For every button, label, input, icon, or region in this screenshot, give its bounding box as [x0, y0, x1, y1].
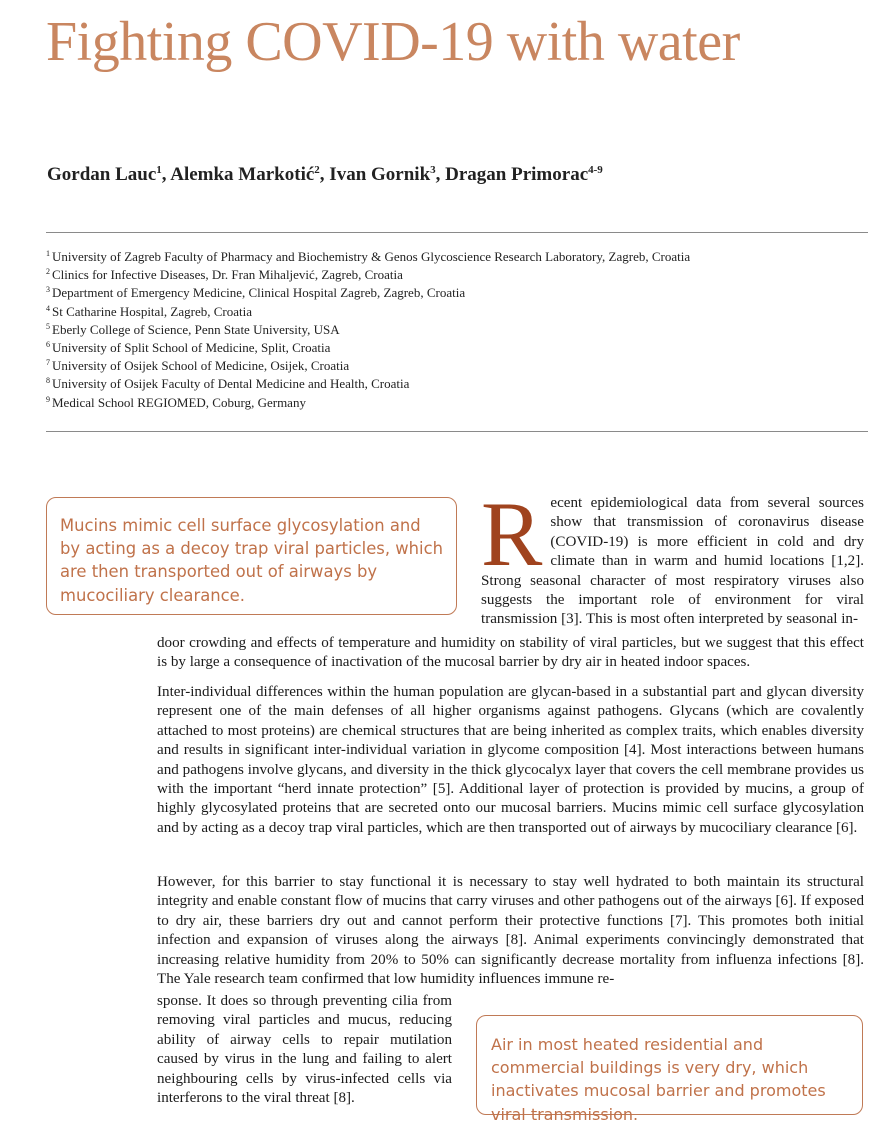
author-list [47, 160, 603, 190]
author: Ivan Gornik$^3$, [329, 164, 446, 185]
divider-bottom [46, 431, 868, 432]
drop-cap: R [481, 483, 543, 585]
author: Gordan Lauc$^1$, [47, 164, 171, 185]
author: Alemka Markotić$^2$, [170, 164, 330, 185]
affiliation-item: $^9$ Medical School REGIOMED, Coburg, Germany [46, 394, 306, 410]
affiliation-item: $^2$ Clinics for Infective Diseases, Dr. Fran Mihaljević, Zagreb, Croatia [46, 267, 403, 283]
affiliation-item: $^6$ University of Split School of Medicine, Split, Croatia [46, 340, 331, 356]
affiliation-item: $^4$ St Catharine Hospital, Zagreb, Croatia [46, 303, 253, 319]
paragraph-intro-bottom: door crowding and effects of temperature and humidity on stability of viral particles, but we suggest that this effect is by large a consequence of inactivation of the mucosal barrier by dry air in heated indoor spaces. [157, 635, 864, 671]
paragraph-intro-top: Recent epidemiological data from several sources show that transmission of coronavirus disease (COVID-19) is more efficient in cold and dry climate than in warm and humid locations [1,2]. Strong seasonal character of most respiratory viruses also suggests the important role of environment for viral transmission [3]. This is most often interpreted by seasonal in- [481, 483, 864, 628]
author: Dragan Primorac$^{4-9}$ [445, 164, 603, 185]
affiliation-item: $^3$ Department of Emergency Medicine, Clinical Hospital Zagreb, Zagreb, Croatia [46, 285, 466, 301]
paragraph-hydration-top: However, for this barrier to stay functional it is necessary to stay well hydrated to both maintain its structural integrity and enable constant flow of mucins that carry viruses and other pathogens out of the airways [6]. If exposed to dry air, these barriers dry out and cannot perform their protective functions [7]. This promotes both initial infection and expansion of viruses along the airways [8]. Animal experiments convincingly demonstrated that increasing relative humidity from 20% to 50% can significantly decrease mortality from influenza infections [8]. The Yale research team confirmed that low humidity influences immune re- [157, 874, 864, 988]
article-title: Fighting COVID-19 with water [46, 11, 740, 73]
affiliation-list [46, 248, 690, 412]
affiliation-item: $^8$ University of Osijek Faculty of Dental Medicine and Health, Croatia [46, 376, 410, 392]
affiliation-item: $^5$ Eberly College of Science, Penn State University, USA [46, 321, 340, 337]
divider-top [46, 232, 868, 233]
pull-quote-mucins: Mucins mimic cell surface glycosylation and by acting as a decoy trap viral particles, which are then transported out of airways by mucociliary clearance. [46, 497, 457, 615]
paragraph-hydration-bottom: sponse. It does so through preventing cilia from removing viral particles and mucus, reducing ability of airway cells to repair mutilation caused by virus in the lung and failing to alert neighbouring cells by virus-infected cells via interferons to the viral threat [8]. [157, 993, 452, 1107]
affiliation-item: $^1$ University of Zagreb Faculty of Pharmacy and Biochemistry & Genos Glycoscience Research Laboratory, Zagreb, Croatia [46, 249, 691, 264]
pull-quote-dry-air: Air in most heated residential and commercial buildings is very dry, which inactivates mucosal barrier and promotes viral transmission. [476, 1015, 863, 1115]
affiliation-item: $^7$ University of Osijek School of Medicine, Osijek, Croatia [46, 358, 350, 374]
paragraph-glycans: Inter-individual differences within the human population are glycan-based in a substantial part and glycan diversity represent one of the main defenses of all higher organisms against pathogens. Glycans (which are covalently attached to most proteins) are chemical structures that are being inherited as complex traits, which enables diversity and results in significant inter-individual variation in glycome composition [4]. Most interactions between humans and pathogens involve glycans, and diversity in the thick glycocalyx layer that covers the cell membrane provides us with the important “herd innate protection” [5]. Additional layer of protection is provided by mucins, a group of highly glycosylated proteins that are secreted onto our mucosal barriers. Mucins mimic cell surface glycosylation and by acting as a decoy trap viral particles, which are then transported out of airways by mucociliary clearance [6]. [157, 684, 864, 836]
